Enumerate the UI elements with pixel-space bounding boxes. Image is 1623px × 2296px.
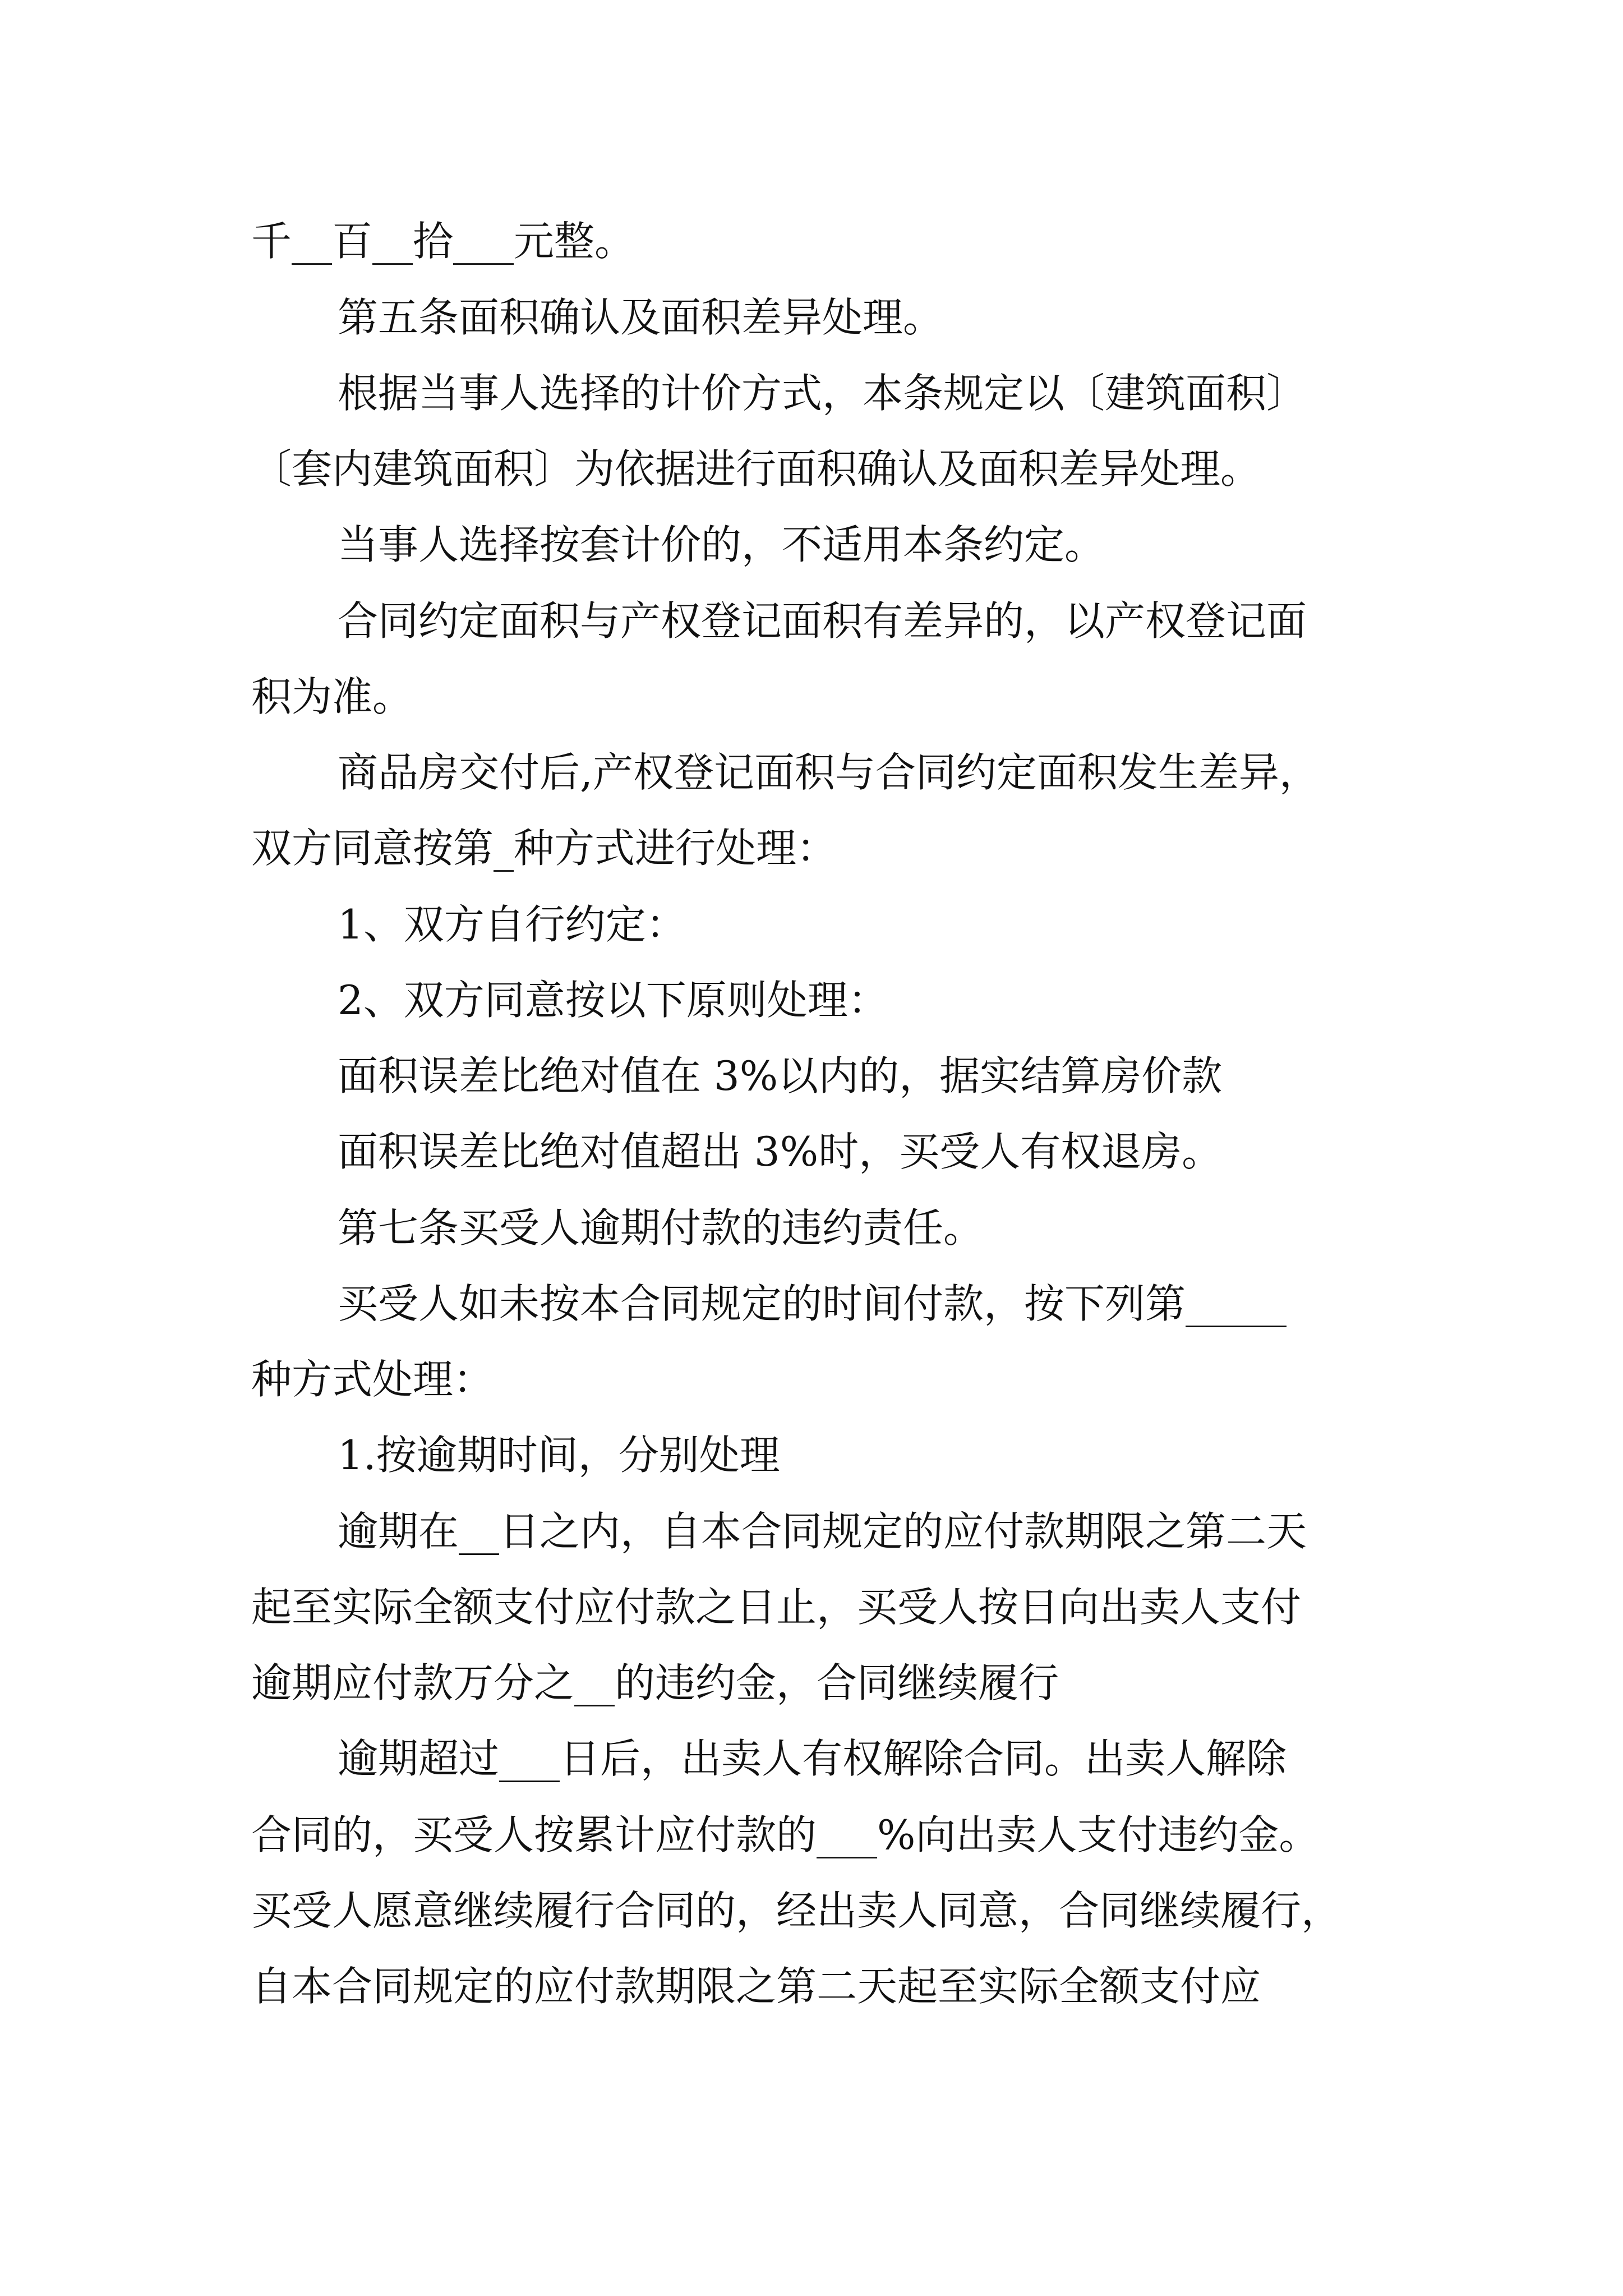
text-line-11: 2、双方同意按以下原则处理： — [338, 977, 888, 1024]
text-line-7: 积为准。 — [251, 673, 413, 720]
text-line-16: 种方式处理： — [251, 1356, 494, 1403]
text-line-10: 1、双方自行约定： — [338, 901, 686, 948]
text-line-20: 逾期应付款万分之__的违约金，合同继续履行 — [251, 1659, 1059, 1706]
text-line-12: 面积误差比绝对值在 3%以内的，据实结算房价款 — [338, 1052, 1223, 1099]
text-line-15: 买受人如未按本合同规定的时间付款，按下列第_____ — [338, 1280, 1287, 1327]
text-line-8: 商品房交付后,产权登记面积与合同约定面积发生差异， — [338, 749, 1320, 796]
text-line-22: 合同的，买受人按累计应付款的___%向出卖人支付违约金。 — [251, 1811, 1320, 1858]
text-line-24: 自本合同规定的应付款期限之第二天起至实际全额支付应 — [251, 1963, 1261, 2010]
text-line-6: 合同约定面积与产权登记面积有差异的，以产权登记面 — [338, 597, 1307, 645]
text-line-4: 〔套内建筑面积〕为依据进行面积确认及面积差异处理。 — [251, 445, 1261, 493]
article-7-heading: 第七条买受人逾期付款的违约责任。 — [338, 1204, 984, 1251]
text-line-21: 逾期超过___日后，出卖人有权解除合同。出卖人解除 — [338, 1735, 1287, 1782]
text-line-1: 千__百__拾___元整。 — [251, 218, 635, 265]
text-line-19: 起至实际全额支付应付款之日止，买受人按日向出卖人支付 — [251, 1584, 1302, 1631]
article-5-heading: 第五条面积确认及面积差异处理。 — [338, 294, 944, 341]
text-line-9: 双方同意按第_种方式进行处理： — [251, 825, 837, 872]
text-line-18: 逾期在__日之内，自本合同规定的应付款期限之第二天 — [338, 1508, 1307, 1555]
text-line-23: 买受人愿意继续履行合同的，经出卖人同意，合同继续履行， — [251, 1887, 1342, 1934]
text-line-5: 当事人选择按套计价的，不适用本条约定。 — [338, 521, 1105, 568]
text-line-13: 面积误差比绝对值超出 3%时，买受人有权退房。 — [338, 1128, 1223, 1175]
text-line-3: 根据当事人选择的计价方式，本条规定以〔建筑面积〕 — [338, 370, 1307, 417]
text-line-17: 1.按逾期时间，分别处理 — [338, 1432, 780, 1479]
